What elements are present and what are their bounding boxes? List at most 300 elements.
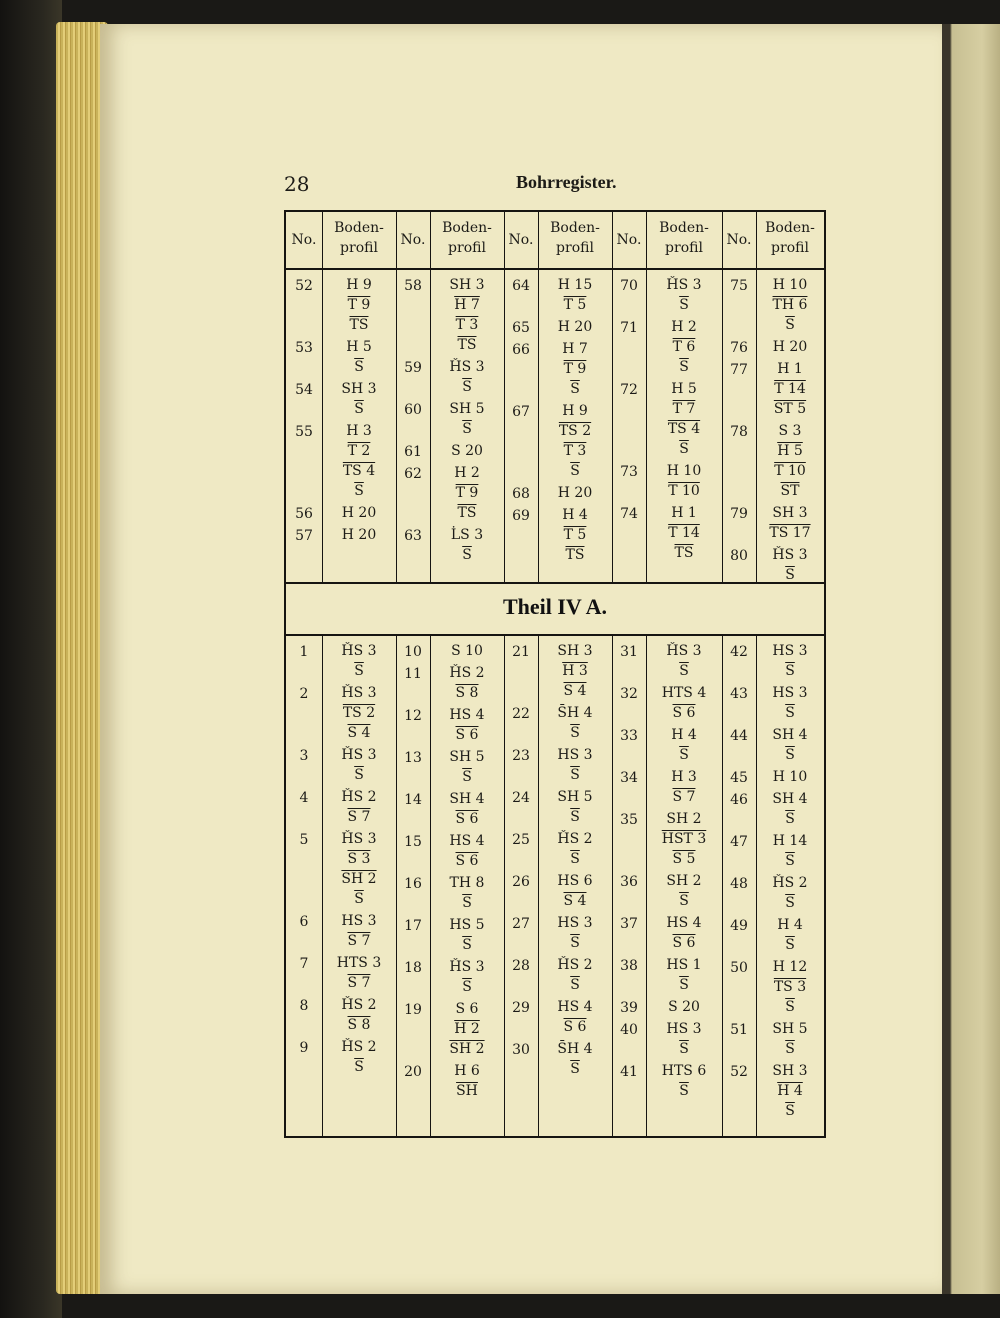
profile-layer: $\overline{S}$: [462, 979, 472, 995]
profile-layer: S 6: [455, 811, 479, 827]
profile-layer: SH 3: [772, 1063, 808, 1079]
profile-layer: T 14: [668, 525, 700, 541]
entry-number: 24: [512, 790, 530, 806]
profile-layer: SH 3: [341, 381, 377, 397]
entry-number: 34: [620, 770, 638, 786]
entry-profile: [538, 483, 612, 503]
entry-profile: [538, 955, 612, 995]
entry-profile: [538, 829, 612, 869]
header-bodenprofil: Boden- profil: [659, 220, 709, 256]
profile-layer: $\overline{S}$: [354, 1059, 364, 1075]
entry-profile: [756, 275, 824, 335]
profile-layer: ST 5: [773, 401, 807, 417]
profile-layer: $\overline{S}$: [679, 359, 689, 375]
entry-number: 69: [512, 508, 530, 524]
entry-number: 2: [299, 686, 309, 702]
entry-profile: [646, 955, 722, 995]
entry-profile: [646, 1061, 722, 1101]
entry-profile: [430, 831, 504, 871]
profile-layer: ȞS 2: [449, 665, 485, 681]
entry-number: 15: [404, 834, 422, 850]
entry-number: 12: [404, 708, 422, 724]
entry-number: 68: [512, 486, 530, 502]
entry-profile: [322, 829, 396, 909]
entry-profile: [430, 441, 504, 461]
entry-profile: [322, 1037, 396, 1077]
running-title: Bohrregister.: [516, 172, 617, 192]
profile-layer: HS 3: [557, 747, 593, 763]
profile-layer: ȞS 3: [341, 831, 377, 847]
entry-profile: [430, 399, 504, 439]
entry-number: 7: [299, 956, 309, 972]
profile-layer: SH 4: [772, 727, 808, 743]
entry-number: 36: [620, 874, 638, 890]
profile-layer: SH 2: [449, 1041, 485, 1057]
profile-layer: S 7: [347, 809, 371, 825]
entry-profile: [322, 379, 396, 419]
profile-layer: T 7: [672, 401, 696, 417]
entry-profile: [646, 767, 722, 807]
entry-number: 32: [620, 686, 638, 702]
entry-profile: [430, 525, 504, 565]
entry-profile: [756, 789, 824, 829]
entry-profile: [430, 957, 504, 997]
profile-layer: $\overline{S}$: [570, 977, 580, 993]
entry-number: 27: [512, 916, 530, 932]
profile-layer: $\overline{S}$: [679, 441, 689, 457]
profile-layer: TS 2: [342, 705, 376, 721]
entry-profile: [538, 913, 612, 953]
profile-layer: H 5: [671, 381, 697, 397]
entry-profile: [646, 379, 722, 459]
entry-profile: [322, 275, 396, 335]
profile-layer: ȞS 2: [557, 957, 593, 973]
entry-number: 6: [299, 914, 309, 930]
profile-layer: $\overline{S}$: [679, 1041, 689, 1057]
profile-layer: $\overline{S}$: [354, 767, 364, 783]
entry-number: 56: [295, 506, 313, 522]
entry-profile: [538, 505, 612, 565]
entry-number: 55: [295, 424, 313, 440]
entry-number: 33: [620, 728, 638, 744]
entry-number: 9: [299, 1040, 309, 1056]
entry-profile: [646, 871, 722, 911]
entry-profile: [538, 745, 612, 785]
profile-layer: $\overline{S}$: [679, 893, 689, 909]
profile-layer: $\overline{S}$: [354, 359, 364, 375]
entry-number: 17: [404, 918, 422, 934]
profile-layer: S 6: [672, 935, 696, 951]
entry-number: 77: [730, 362, 748, 378]
entry-profile: [430, 999, 504, 1059]
profile-layer: S̄H 4: [557, 1041, 593, 1057]
entry-number: 19: [404, 1002, 422, 1018]
profile-layer: S 8: [347, 1017, 371, 1033]
entry-profile: [538, 703, 612, 743]
profile-layer: L̇S 3: [450, 527, 484, 543]
profile-layer: H 6: [454, 1063, 480, 1079]
entry-profile: [430, 915, 504, 955]
entry-number: 46: [730, 792, 748, 808]
next-page-edge: [942, 24, 1000, 1294]
entry-number: 74: [620, 506, 638, 522]
profile-layer: $\overline{S}$: [785, 895, 795, 911]
profile-layer: $\overline{S}$: [462, 379, 472, 395]
entry-number: 73: [620, 464, 638, 480]
profile-layer: $\overline{S}$: [570, 935, 580, 951]
profile-layer: HS 4: [449, 707, 485, 723]
entry-number: 42: [730, 644, 748, 660]
profile-layer: $\overline{S}$: [785, 853, 795, 869]
profile-layer: HS 3: [341, 913, 377, 929]
entry-number: 52: [730, 1064, 748, 1080]
entry-number: 1: [299, 644, 309, 660]
entry-profile: [322, 641, 396, 681]
entry-number: 45: [730, 770, 748, 786]
profile-layer: H 2: [454, 1021, 480, 1037]
entry-profile: [756, 337, 824, 357]
entry-profile: [430, 641, 504, 661]
entry-profile: [756, 767, 824, 787]
entry-number: 4: [299, 790, 309, 806]
header-no: No.: [726, 232, 752, 248]
profile-layer: H 12: [772, 959, 808, 975]
profile-layer: HTS 3: [336, 955, 382, 971]
entry-number: 64: [512, 278, 530, 294]
profile-layer: TH 6: [772, 297, 808, 313]
profile-layer: $\overline{S}$: [570, 1061, 580, 1077]
entry-profile: [646, 997, 722, 1017]
profile-layer: SH 5: [449, 401, 485, 417]
entry-profile: [538, 317, 612, 337]
entry-profile: [322, 911, 396, 951]
profile-layer: H 9: [346, 277, 372, 293]
profile-layer: T 9: [347, 297, 371, 313]
profile-layer: H 14: [772, 833, 808, 849]
entry-number: 47: [730, 834, 748, 850]
profile-layer: TS 3: [773, 979, 807, 995]
profile-layer: HS 3: [557, 915, 593, 931]
entry-number: 78: [730, 424, 748, 440]
profile-layer: HS 4: [557, 999, 593, 1015]
entry-number: 25: [512, 832, 530, 848]
entry-profile: [538, 339, 612, 399]
entry-number: 8: [299, 998, 309, 1014]
profile-layer: ȞS 3: [341, 747, 377, 763]
profile-layer: H 1: [671, 505, 697, 521]
profile-layer: $\overline{S}$: [785, 567, 795, 583]
profile-layer: H 15: [557, 277, 593, 293]
entry-profile: [756, 831, 824, 871]
profile-layer: $\overline{S}$: [785, 705, 795, 721]
profile-layer: $\overline{S}$: [354, 401, 364, 417]
entry-number: 3: [299, 748, 309, 764]
entry-profile: [430, 275, 504, 355]
profile-layer: $\overline{S}$: [462, 421, 472, 437]
profile-layer: H 3: [346, 423, 372, 439]
header-bodenprofil: Boden- profil: [550, 220, 600, 256]
entry-profile: [646, 461, 722, 501]
entry-number: 21: [512, 644, 530, 660]
profile-layer: S̄H 4: [557, 705, 593, 721]
profile-layer: $\overline{TS}$: [565, 547, 585, 563]
entry-number: 23: [512, 748, 530, 764]
entry-profile: [756, 641, 824, 681]
entry-profile: [322, 525, 396, 545]
page-number: 28: [284, 172, 310, 196]
profile-layer: SH 2: [341, 871, 377, 887]
entry-number: 14: [404, 792, 422, 808]
entry-profile: [322, 421, 396, 501]
profile-layer: $\overline{S}$: [462, 937, 472, 953]
profile-layer: S 4: [563, 683, 587, 699]
profile-layer: ȞS 3: [449, 359, 485, 375]
entry-number: 35: [620, 812, 638, 828]
profile-layer: HS 1: [666, 957, 702, 973]
entry-profile: [430, 747, 504, 787]
profile-layer: S 7: [347, 933, 371, 949]
entry-profile: [756, 545, 824, 585]
profile-layer: ȞS 3: [341, 685, 377, 701]
profile-layer: ȞS 2: [341, 789, 377, 805]
profile-layer: $\overline{S}$: [785, 999, 795, 1015]
entry-number: 80: [730, 548, 748, 564]
profile-layer: T 14: [774, 381, 806, 397]
entry-number: 10: [404, 644, 422, 660]
entry-number: 41: [620, 1064, 638, 1080]
profile-layer: HS 6: [557, 873, 593, 889]
entry-number: 26: [512, 874, 530, 890]
entry-profile: [430, 705, 504, 745]
entry-number: 59: [404, 360, 422, 376]
header-no: No.: [291, 232, 317, 248]
profile-layer: SH 5: [557, 789, 593, 805]
entry-number: 11: [404, 666, 422, 682]
entry-profile: [646, 683, 722, 723]
profile-layer: $\overline{S}$: [785, 1103, 795, 1119]
entry-profile: [538, 1039, 612, 1079]
profile-layer: S 4: [347, 725, 371, 741]
entry-profile: [538, 401, 612, 481]
profile-layer: $\overline{S}$: [785, 317, 795, 333]
profile-layer: SH 3: [772, 505, 808, 521]
profile-layer: SH 4: [449, 791, 485, 807]
profile-layer: $\overline{S}$: [785, 663, 795, 679]
section-rule-bottom: [286, 634, 824, 636]
profile-layer: $\overline{TS}$: [674, 545, 694, 561]
entry-number: 65: [512, 320, 530, 336]
profile-layer: T 9: [455, 485, 479, 501]
profile-layer: H 3: [562, 663, 588, 679]
profile-layer: $\overline{S}$: [570, 851, 580, 867]
entry-profile: [756, 873, 824, 913]
entry-profile: [322, 683, 396, 743]
profile-layer: H 1: [777, 361, 803, 377]
entry-profile: [756, 503, 824, 543]
profile-layer: $\overline{S}$: [570, 381, 580, 397]
header-bodenprofil: Boden- profil: [334, 220, 384, 256]
profile-layer: H 4: [671, 727, 697, 743]
profile-layer: S 20: [668, 999, 700, 1015]
entry-profile: [756, 421, 824, 501]
entry-number: 57: [295, 528, 313, 544]
entry-number: 40: [620, 1022, 638, 1038]
entry-number: 16: [404, 876, 422, 892]
profile-layer: $\overline{S}$: [570, 767, 580, 783]
profile-layer: $\overline{S}$: [354, 483, 364, 499]
profile-layer: $\overline{TS}$: [349, 317, 369, 333]
header-bodenprofil: Boden- profil: [765, 220, 815, 256]
profile-layer: HS 4: [666, 915, 702, 931]
entry-profile: [430, 463, 504, 523]
profile-layer: H 20: [341, 505, 377, 521]
profile-layer: T 10: [668, 483, 700, 499]
entry-profile: [538, 997, 612, 1037]
entry-number: 60: [404, 402, 422, 418]
entry-number: 50: [730, 960, 748, 976]
entry-profile: [756, 1061, 824, 1121]
profile-layer: $\overline{S}$: [679, 747, 689, 763]
profile-layer: HST 3: [661, 831, 707, 847]
profile-layer: $\overline{S}$: [679, 1083, 689, 1099]
entry-number: 43: [730, 686, 748, 702]
profile-layer: ȞS 3: [772, 547, 808, 563]
entry-profile: [322, 787, 396, 827]
profile-layer: $\overline{S}$: [570, 725, 580, 741]
entry-number: 18: [404, 960, 422, 976]
entry-profile: [756, 725, 824, 765]
profile-layer: $\overline{S}$: [354, 891, 364, 907]
profile-layer: TS 2: [558, 423, 592, 439]
profile-layer: H 4: [777, 917, 803, 933]
profile-layer: ȞS 2: [341, 1039, 377, 1055]
profile-layer: H 5: [777, 443, 803, 459]
entry-profile: [322, 745, 396, 785]
entry-number: 28: [512, 958, 530, 974]
entry-number: 22: [512, 706, 530, 722]
profile-layer: $\overline{S}$: [785, 747, 795, 763]
profile-layer: HS 3: [772, 685, 808, 701]
profile-layer: ȞS 2: [341, 997, 377, 1013]
profile-layer: S 6: [672, 705, 696, 721]
entry-profile: [646, 1019, 722, 1059]
profile-layer: T 2: [347, 443, 371, 459]
header-no: No.: [400, 232, 426, 248]
entry-number: 48: [730, 876, 748, 892]
profile-layer: TS 4: [667, 421, 701, 437]
profile-layer: $\overline{S}$: [785, 1041, 795, 1057]
profile-layer: S 6: [455, 853, 479, 869]
column-rule: [504, 212, 505, 582]
borehole-register-table: [284, 210, 826, 1138]
entry-profile: [646, 809, 722, 869]
profile-layer: HS 4: [449, 833, 485, 849]
entry-profile: [538, 871, 612, 911]
profile-layer: H 10: [772, 769, 808, 785]
entry-profile: [756, 957, 824, 1017]
profile-layer: $\overline{TS}$: [457, 337, 477, 353]
profile-layer: H 2: [454, 465, 480, 481]
entry-number: 20: [404, 1064, 422, 1080]
entry-number: 29: [512, 1000, 530, 1016]
profile-layer: H 20: [557, 485, 593, 501]
entry-number: 51: [730, 1022, 748, 1038]
profile-layer: $\overline{S}$: [679, 977, 689, 993]
profile-layer: ȞS 2: [557, 831, 593, 847]
profile-layer: $\overline{S}$: [462, 895, 472, 911]
header-rule: [286, 268, 824, 270]
profile-layer: SH 5: [449, 749, 485, 765]
profile-layer: H 20: [772, 339, 808, 355]
profile-layer: H 7: [562, 341, 588, 357]
profile-layer: $\overline{TS}$: [457, 505, 477, 521]
profile-layer: T 5: [563, 527, 587, 543]
profile-layer: HS 3: [666, 1021, 702, 1037]
profile-layer: SH 2: [666, 873, 702, 889]
entry-number: 76: [730, 340, 748, 356]
profile-layer: S 7: [672, 789, 696, 805]
profile-layer: TH 8: [449, 875, 485, 891]
entry-profile: [646, 913, 722, 953]
profile-layer: S 20: [451, 443, 483, 459]
entry-profile: [322, 337, 396, 377]
section-title: Theil IV A.: [502, 594, 608, 619]
entry-profile: [430, 1061, 504, 1101]
profile-layer: S 4: [563, 893, 587, 909]
profile-layer: $\overline{S}$: [785, 937, 795, 953]
profile-layer: T 3: [563, 443, 587, 459]
profile-layer: SH 3: [449, 277, 485, 293]
profile-layer: S 6: [563, 1019, 587, 1035]
profile-layer: H 2: [671, 319, 697, 335]
profile-layer: HTS 6: [661, 1063, 707, 1079]
entry-number: 67: [512, 404, 530, 420]
profile-layer: ȞS 2: [772, 875, 808, 891]
profile-layer: $\overline{S}$: [570, 809, 580, 825]
entry-profile: [430, 789, 504, 829]
profile-layer: T 10: [774, 463, 806, 479]
profile-layer: S 3: [778, 423, 802, 439]
entry-profile: [430, 873, 504, 913]
entry-profile: [430, 663, 504, 703]
entry-number: 54: [295, 382, 313, 398]
profile-layer: TS 4: [342, 463, 376, 479]
profile-layer: T 5: [563, 297, 587, 313]
profile-layer: SH 3: [557, 643, 593, 659]
profile-layer: HS 5: [449, 917, 485, 933]
profile-layer: $\overline{S}$: [570, 463, 580, 479]
header-no: No.: [508, 232, 534, 248]
entry-number: 52: [295, 278, 313, 294]
profile-layer: ȞS 3: [666, 643, 702, 659]
entry-profile: [756, 683, 824, 723]
header-no: No.: [616, 232, 642, 248]
profile-layer: $\overline{S}$: [785, 811, 795, 827]
profile-layer: H 4: [562, 507, 588, 523]
profile-layer: S 6: [455, 1001, 479, 1017]
entry-number: 30: [512, 1042, 530, 1058]
header-bodenprofil: Boden- profil: [442, 220, 492, 256]
profile-layer: S 7: [347, 975, 371, 991]
profile-layer: H 9: [562, 403, 588, 419]
entry-number: 44: [730, 728, 748, 744]
profile-layer: ȞS 3: [341, 643, 377, 659]
column-rule: [396, 212, 397, 582]
section-rule-top: [286, 582, 824, 584]
profile-layer: H 5: [346, 339, 372, 355]
entry-number: 39: [620, 1000, 638, 1016]
entry-number: 53: [295, 340, 313, 356]
